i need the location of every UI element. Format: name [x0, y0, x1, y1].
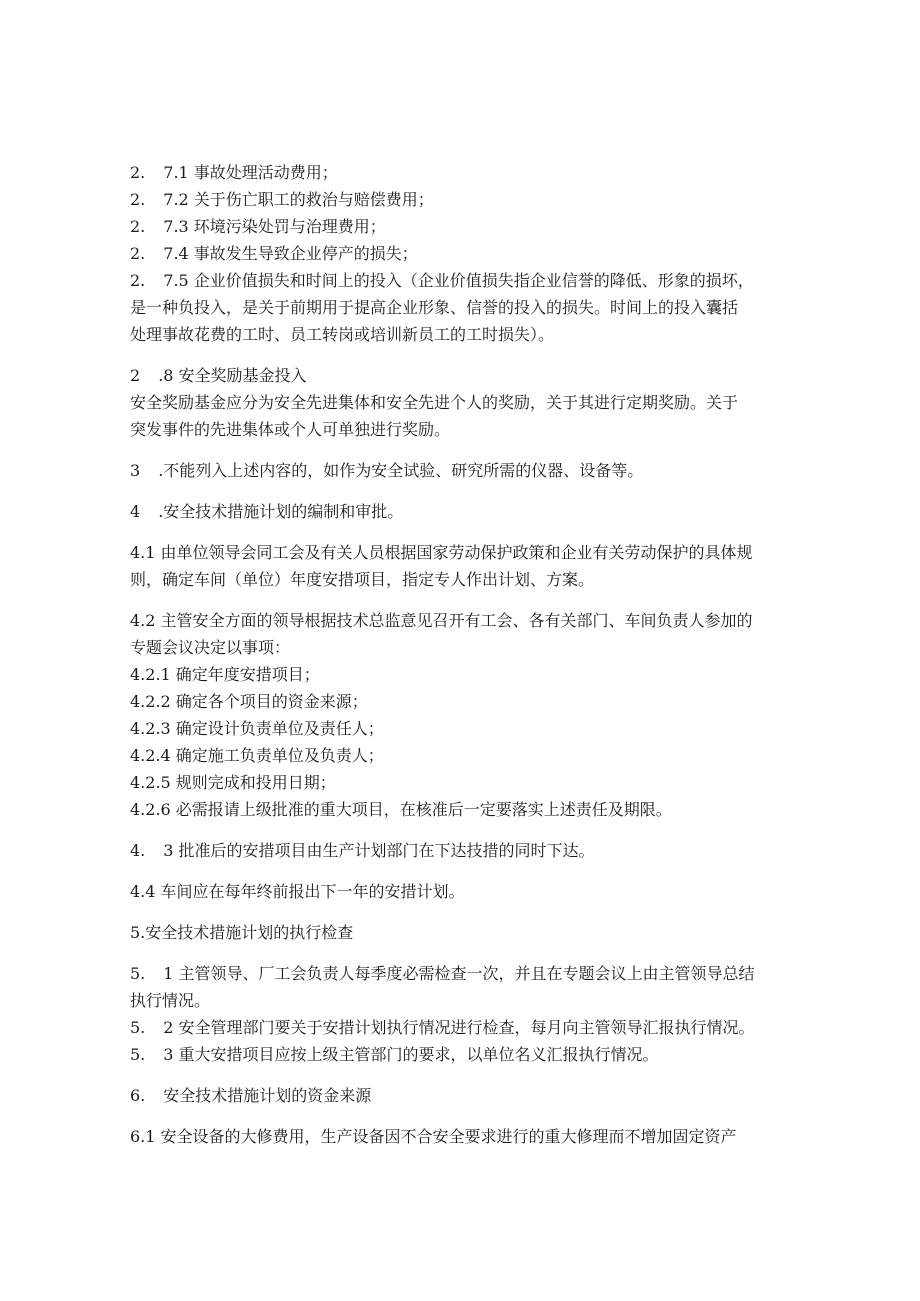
text-line: [130, 1041, 800, 1068]
subsection-number: .: [158, 461, 164, 480]
subsection-number: 7.3: [163, 217, 189, 236]
text-line: [130, 159, 800, 186]
subsection-number: .8: [158, 366, 174, 385]
text-line: [130, 1082, 800, 1109]
paragraph-text: 企业价值损失和时间上的投入（企业价值损失指企业信誉的降低、形象的损坏，: [188, 271, 754, 290]
paragraph-text: 重大安措项目应按上级主管部门的要求，以单位名义汇报执行情况。: [173, 1045, 659, 1064]
subsection-number: 7.5: [163, 271, 189, 290]
section-number: 6.: [130, 1086, 146, 1105]
text-line: [130, 837, 800, 864]
text-line: [130, 607, 800, 634]
subsection-number: 7.2: [163, 190, 189, 209]
paragraph-text: 专题会议决定以事项：: [130, 638, 291, 657]
paragraph-text: 4.2.2 确定各个项目的资金来源；: [130, 692, 368, 711]
text-line: [130, 213, 800, 240]
section-number: 2.: [130, 217, 146, 236]
paragraph-text: 安全技术措施计划的编制和审批。: [163, 502, 404, 521]
paragraph-text: 安全技术措施计划的资金来源: [163, 1086, 372, 1105]
section-number: 4: [130, 502, 141, 521]
paragraph-text: 则，确定车间（单位）年度安措项目，指定专人作出计划、方案。: [130, 570, 595, 589]
paragraph-text: 4.2.5 规则完成和投用日期；: [130, 773, 336, 792]
section-number: 2.: [130, 190, 146, 209]
text-line: [130, 688, 800, 715]
paragraph-text: 批准后的安措项目由生产计划部门在下达技措的同时下达。: [173, 841, 595, 860]
text-line: [130, 960, 800, 987]
paragraph-text: 安全奖励基金投入: [173, 366, 307, 385]
paragraph-text: 关于伤亡职工的救治与赔偿费用；: [188, 190, 434, 209]
section-number: 4.: [130, 841, 146, 860]
section-number: 2: [130, 366, 141, 385]
paragraph-text: 不能列入上述内容的，如作为安全试验、研究所需的仪器、设备等。: [163, 461, 644, 480]
section-number: 2.: [130, 244, 146, 263]
subsection-number: 7.1: [163, 163, 189, 182]
paragraph-text: 事故处理活动费用；: [188, 163, 338, 182]
subsection-number: 3: [163, 841, 174, 860]
paragraph-text: 安全管理部门要关于安措计划执行情况进行检查，每月向主管领导汇报执行情况。: [173, 1018, 755, 1037]
subsection-number: 2: [163, 1018, 174, 1037]
subsection-number: .: [158, 502, 164, 521]
section-number: 3: [130, 461, 141, 480]
text-line: [130, 457, 800, 484]
paragraph-text: 5.安全技术措施计划的执行检查: [130, 923, 354, 942]
text-line: [130, 267, 800, 294]
paragraph-text: 主管领导、厂工会负责人每季度必需检查一次，并且在专题会议上由主管领导总结: [173, 964, 755, 983]
subsection-number: 1: [163, 964, 174, 983]
text-line: [130, 769, 800, 796]
text-line: [130, 661, 800, 688]
paragraph-text: 4.2 主管安全方面的领导根据技术总监意见召开有工会、各有关部门、车间负责人参加的: [130, 611, 753, 630]
paragraph-text: 4.2.6 必需报请上级批准的重大项目，在核准后一定要落实上述责任及期限。: [130, 800, 672, 819]
text-line: [130, 634, 800, 661]
section-number: 5.: [130, 964, 146, 983]
section-number: 5.: [130, 1018, 146, 1037]
paragraph-text: 突发事件的先进集体或个人可单独进行奖励。: [130, 420, 451, 439]
text-line: [130, 389, 800, 416]
text-line: [130, 240, 800, 267]
paragraph-text: 4.2.1 确定年度安措项目；: [130, 665, 320, 684]
text-line: [130, 878, 800, 905]
text-line: [130, 1014, 800, 1041]
paragraph-text: 处理事故花费的工时、员工转岗或培训新员工的工时损失）。: [130, 325, 555, 344]
paragraph-text: 4.1 由单位领导会同工会及有关人员根据国家劳动保护政策和企业有关劳动保护的具体规: [130, 543, 753, 562]
subsection-number: 3: [163, 1045, 174, 1064]
paragraph-text: 执行情况。: [130, 991, 211, 1010]
section-number: 2.: [130, 163, 146, 182]
text-line: [130, 919, 800, 946]
text-line: [130, 362, 800, 389]
paragraph-text: 是一种负投入，是关于前期用于提高企业形象、信誉的投入的损失。时间上的投入囊括: [130, 298, 739, 317]
text-line: [130, 539, 800, 566]
paragraph-text: 6.1 安全设备的大修费用，生产设备因不合安全要求进行的重大修理而不增加固定资产: [130, 1127, 737, 1146]
paragraph-text: 环境污染处罚与治理费用；: [188, 217, 386, 236]
text-line: [130, 742, 800, 769]
text-line: [130, 796, 800, 823]
text-line: [130, 321, 800, 348]
text-line: [130, 416, 800, 443]
text-line: [130, 498, 800, 525]
section-number: 5.: [130, 1045, 146, 1064]
section-number: 2.: [130, 271, 146, 290]
paragraph-text: 4.4 车间应在每年终前报出下一年的安措计划。: [130, 882, 465, 901]
text-line: [130, 715, 800, 742]
subsection-number: 7.4: [163, 244, 189, 263]
paragraph-text: 事故发生导致企业停产的损失；: [188, 244, 418, 263]
text-line: [130, 566, 800, 593]
paragraph-text: 4.2.4 确定施工负责单位及负责人；: [130, 746, 384, 765]
text-line: [130, 294, 800, 321]
text-line: [130, 186, 800, 213]
text-line: [130, 1123, 800, 1150]
paragraph-text: 4.2.3 确定设计负责单位及责任人；: [130, 719, 384, 738]
text-line: [130, 987, 800, 1014]
paragraph-text: 安全奖励基金应分为安全先进集体和安全先进个人的奖励，关于其进行定期奖励。关于: [130, 393, 739, 412]
